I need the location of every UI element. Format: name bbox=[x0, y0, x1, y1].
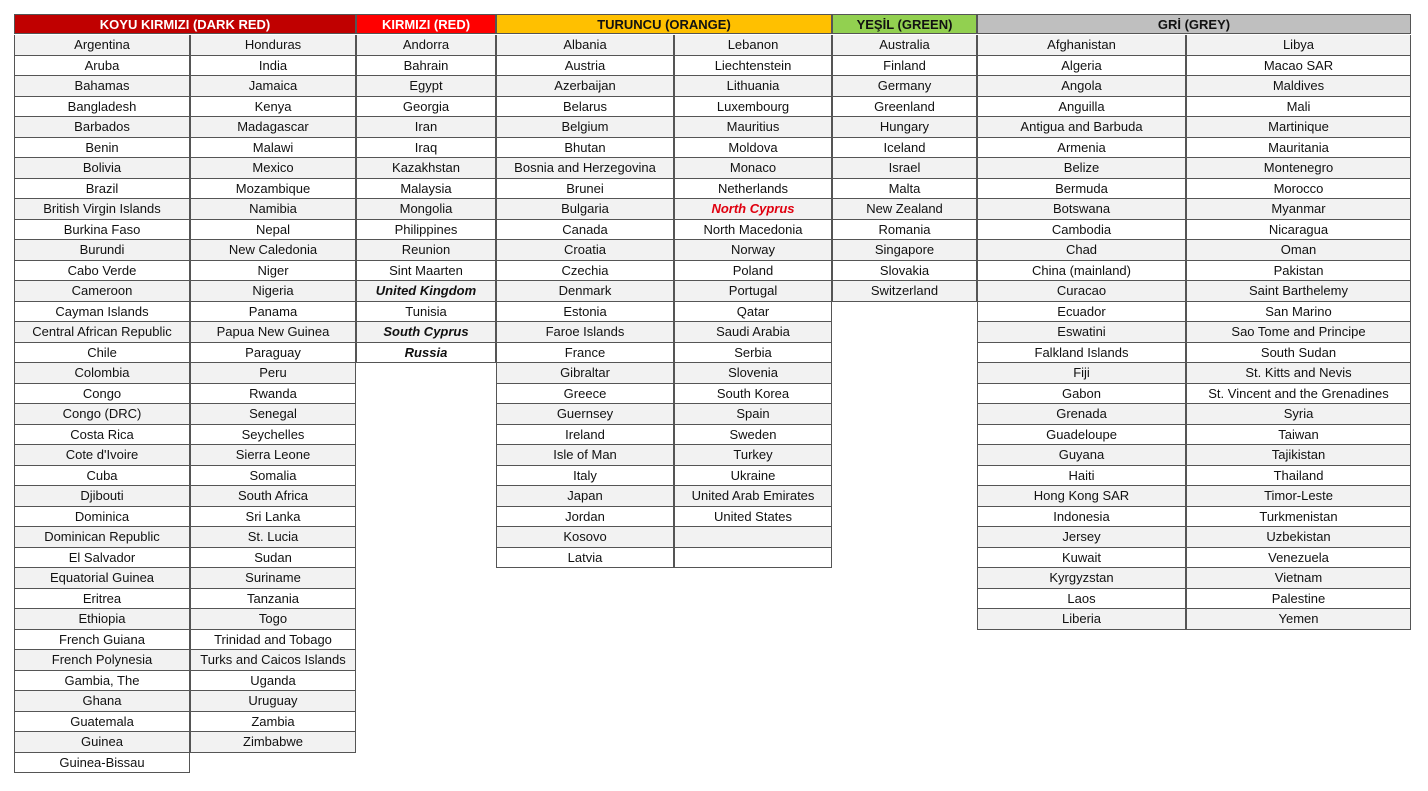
dark-red-column-2 bbox=[190, 35, 356, 753]
country-cell: Nepal bbox=[190, 220, 356, 241]
country-cell: Malta bbox=[832, 179, 977, 200]
country-cell: Thailand bbox=[1186, 466, 1411, 487]
country-cell: Eritrea bbox=[14, 589, 190, 610]
country-cell: Ghana bbox=[14, 691, 190, 712]
country-cell: Italy bbox=[496, 466, 674, 487]
country-cell: Malaysia bbox=[356, 179, 496, 200]
country-cell: Japan bbox=[496, 486, 674, 507]
country-cell: Australia bbox=[832, 35, 977, 56]
country-cell: United Kingdom bbox=[356, 281, 496, 302]
country-cell: Sudan bbox=[190, 548, 356, 569]
country-cell: Maldives bbox=[1186, 76, 1411, 97]
country-cell: St. Kitts and Nevis bbox=[1186, 363, 1411, 384]
country-cell: Tanzania bbox=[190, 589, 356, 610]
green-column bbox=[832, 35, 977, 302]
country-cell: India bbox=[190, 56, 356, 77]
country-cell: Burundi bbox=[14, 240, 190, 261]
country-cell: Romania bbox=[832, 220, 977, 241]
country-cell: Iran bbox=[356, 117, 496, 138]
country-cell: Iraq bbox=[356, 138, 496, 159]
country-cell: Bermuda bbox=[977, 179, 1186, 200]
country-cell: Belize bbox=[977, 158, 1186, 179]
header-green: YEŞİL (GREEN) bbox=[832, 14, 977, 34]
country-cell: Philippines bbox=[356, 220, 496, 241]
country-cell: Seychelles bbox=[190, 425, 356, 446]
country-cell: United Arab Emirates bbox=[674, 486, 832, 507]
orange-column-2 bbox=[674, 35, 832, 568]
country-cell: South Cyprus bbox=[356, 322, 496, 343]
country-cell: Luxembourg bbox=[674, 97, 832, 118]
country-cell: Greece bbox=[496, 384, 674, 405]
country-cell: Switzerland bbox=[832, 281, 977, 302]
country-cell: China (mainland) bbox=[977, 261, 1186, 282]
country-cell: Turkmenistan bbox=[1186, 507, 1411, 528]
country-cell: Central African Republic bbox=[14, 322, 190, 343]
country-cell: El Salvador bbox=[14, 548, 190, 569]
country-cell: Morocco bbox=[1186, 179, 1411, 200]
country-cell: Tajikistan bbox=[1186, 445, 1411, 466]
country-cell: Monaco bbox=[674, 158, 832, 179]
country-cell: Sao Tome and Principe bbox=[1186, 322, 1411, 343]
country-cell: Jordan bbox=[496, 507, 674, 528]
country-cell: Germany bbox=[832, 76, 977, 97]
country-cell: St. Lucia bbox=[190, 527, 356, 548]
country-cell: Dominica bbox=[14, 507, 190, 528]
country-cell: Sri Lanka bbox=[190, 507, 356, 528]
country-cell: Tunisia bbox=[356, 302, 496, 323]
country-cell: Cabo Verde bbox=[14, 261, 190, 282]
country-cell: Cote d'Ivoire bbox=[14, 445, 190, 466]
country-cell: Togo bbox=[190, 609, 356, 630]
country-cell: Georgia bbox=[356, 97, 496, 118]
country-cell: North Cyprus bbox=[674, 199, 832, 220]
country-cell: Dominican Republic bbox=[14, 527, 190, 548]
country-cell: Andorra bbox=[356, 35, 496, 56]
country-cell: Turkey bbox=[674, 445, 832, 466]
country-cell: Gibraltar bbox=[496, 363, 674, 384]
country-cell: Guinea-Bissau bbox=[14, 753, 190, 774]
country-cell: Bolivia bbox=[14, 158, 190, 179]
country-cell: Zimbabwe bbox=[190, 732, 356, 753]
dark-red-column-1 bbox=[14, 35, 190, 773]
country-cell: Fiji bbox=[977, 363, 1186, 384]
country-cell: Mongolia bbox=[356, 199, 496, 220]
country-cell: San Marino bbox=[1186, 302, 1411, 323]
country-cell: Kuwait bbox=[977, 548, 1186, 569]
country-cell: Latvia bbox=[496, 548, 674, 569]
country-cell: Czechia bbox=[496, 261, 674, 282]
country-cell: Portugal bbox=[674, 281, 832, 302]
country-cell: Faroe Islands bbox=[496, 322, 674, 343]
country-cell: Liechtenstein bbox=[674, 56, 832, 77]
country-cell: Nigeria bbox=[190, 281, 356, 302]
country-cell: Ecuador bbox=[977, 302, 1186, 323]
country-cell: Rwanda bbox=[190, 384, 356, 405]
country-cell: Ireland bbox=[496, 425, 674, 446]
country-cell: Saudi Arabia bbox=[674, 322, 832, 343]
country-cell: Guernsey bbox=[496, 404, 674, 425]
country-cell: Uruguay bbox=[190, 691, 356, 712]
country-cell: Isle of Man bbox=[496, 445, 674, 466]
country-cell: Sweden bbox=[674, 425, 832, 446]
country-cell: Indonesia bbox=[977, 507, 1186, 528]
country-cell: Brazil bbox=[14, 179, 190, 200]
country-cell: Eswatini bbox=[977, 322, 1186, 343]
country-cell: Croatia bbox=[496, 240, 674, 261]
country-cell: Uzbekistan bbox=[1186, 527, 1411, 548]
country-cell: Kenya bbox=[190, 97, 356, 118]
country-cell: Saint Barthelemy bbox=[1186, 281, 1411, 302]
country-cell: Brunei bbox=[496, 179, 674, 200]
country-cell: Paraguay bbox=[190, 343, 356, 364]
country-cell: Slovakia bbox=[832, 261, 977, 282]
country-cell: Azerbaijan bbox=[496, 76, 674, 97]
country-cell: Bosnia and Herzegovina bbox=[496, 158, 674, 179]
grey-column-2 bbox=[1186, 35, 1411, 630]
country-cell: Greenland bbox=[832, 97, 977, 118]
country-cell: Montenegro bbox=[1186, 158, 1411, 179]
country-cell: Israel bbox=[832, 158, 977, 179]
country-cell: Mauritania bbox=[1186, 138, 1411, 159]
country-cell: Senegal bbox=[190, 404, 356, 425]
country-cell: North Macedonia bbox=[674, 220, 832, 241]
country-cell: Chile bbox=[14, 343, 190, 364]
country-cell: Hungary bbox=[832, 117, 977, 138]
country-cell: Bangladesh bbox=[14, 97, 190, 118]
country-cell: Benin bbox=[14, 138, 190, 159]
country-cell: Netherlands bbox=[674, 179, 832, 200]
country-cell: Turks and Caicos Islands bbox=[190, 650, 356, 671]
country-cell: Somalia bbox=[190, 466, 356, 487]
country-cell: Sint Maarten bbox=[356, 261, 496, 282]
country-cell: Angola bbox=[977, 76, 1186, 97]
country-cell: Zambia bbox=[190, 712, 356, 733]
country-cell: Anguilla bbox=[977, 97, 1186, 118]
country-cell: Syria bbox=[1186, 404, 1411, 425]
country-cell: Sierra Leone bbox=[190, 445, 356, 466]
country-cell: Madagascar bbox=[190, 117, 356, 138]
country-cell: Spain bbox=[674, 404, 832, 425]
country-cell: Russia bbox=[356, 343, 496, 364]
country-cell: Austria bbox=[496, 56, 674, 77]
country-cell: Kosovo bbox=[496, 527, 674, 548]
country-cell: France bbox=[496, 343, 674, 364]
country-cell: Honduras bbox=[190, 35, 356, 56]
country-cell: Congo bbox=[14, 384, 190, 405]
country-cell: French Guiana bbox=[14, 630, 190, 651]
country-cell: Jersey bbox=[977, 527, 1186, 548]
country-cell: Yemen bbox=[1186, 609, 1411, 630]
country-cell: Albania bbox=[496, 35, 674, 56]
country-cell: Timor-Leste bbox=[1186, 486, 1411, 507]
country-cell: Mali bbox=[1186, 97, 1411, 118]
country-cell: Estonia bbox=[496, 302, 674, 323]
country-cell: Cameroon bbox=[14, 281, 190, 302]
country-cell: Palestine bbox=[1186, 589, 1411, 610]
country-cell: Falkland Islands bbox=[977, 343, 1186, 364]
country-cell: Botswana bbox=[977, 199, 1186, 220]
country-cell: Martinique bbox=[1186, 117, 1411, 138]
country-cell: Haiti bbox=[977, 466, 1186, 487]
country-cell: Ukraine bbox=[674, 466, 832, 487]
country-cell: British Virgin Islands bbox=[14, 199, 190, 220]
country-cell: Canada bbox=[496, 220, 674, 241]
country-cell: South Africa bbox=[190, 486, 356, 507]
country-cell: Guadeloupe bbox=[977, 425, 1186, 446]
country-cell: Lebanon bbox=[674, 35, 832, 56]
country-cell: Taiwan bbox=[1186, 425, 1411, 446]
country-cell: Curacao bbox=[977, 281, 1186, 302]
country-cell: Niger bbox=[190, 261, 356, 282]
grey-column-1 bbox=[977, 35, 1186, 630]
country-cell: Denmark bbox=[496, 281, 674, 302]
country-cell: Oman bbox=[1186, 240, 1411, 261]
country-cell: Equatorial Guinea bbox=[14, 568, 190, 589]
country-cell: Burkina Faso bbox=[14, 220, 190, 241]
country-cell: St. Vincent and the Grenadines bbox=[1186, 384, 1411, 405]
country-cell: Kazakhstan bbox=[356, 158, 496, 179]
country-cell: Aruba bbox=[14, 56, 190, 77]
country-cell: Barbados bbox=[14, 117, 190, 138]
country-cell: Bhutan bbox=[496, 138, 674, 159]
country-cell: Hong Kong SAR bbox=[977, 486, 1186, 507]
country-cell: Libya bbox=[1186, 35, 1411, 56]
country-cell: Trinidad and Tobago bbox=[190, 630, 356, 651]
country-cell: Guinea bbox=[14, 732, 190, 753]
country-cell: Lithuania bbox=[674, 76, 832, 97]
country-cell: Liberia bbox=[977, 609, 1186, 630]
country-cell: Congo (DRC) bbox=[14, 404, 190, 425]
country-cell: Serbia bbox=[674, 343, 832, 364]
country-cell: Cambodia bbox=[977, 220, 1186, 241]
country-cell: Vietnam bbox=[1186, 568, 1411, 589]
country-cell: Pakistan bbox=[1186, 261, 1411, 282]
country-cell: Argentina bbox=[14, 35, 190, 56]
country-cell: Guatemala bbox=[14, 712, 190, 733]
country-cell: Belgium bbox=[496, 117, 674, 138]
country-cell: Bahamas bbox=[14, 76, 190, 97]
country-cell: Iceland bbox=[832, 138, 977, 159]
country-cell: French Polynesia bbox=[14, 650, 190, 671]
country-cell: Namibia bbox=[190, 199, 356, 220]
country-cell: New Caledonia bbox=[190, 240, 356, 261]
country-cell: United States bbox=[674, 507, 832, 528]
country-cell: Moldova bbox=[674, 138, 832, 159]
country-cell: New Zealand bbox=[832, 199, 977, 220]
country-cell: Macao SAR bbox=[1186, 56, 1411, 77]
country-cell: Gambia, The bbox=[14, 671, 190, 692]
country-cell: Reunion bbox=[356, 240, 496, 261]
country-cell: Poland bbox=[674, 261, 832, 282]
country-cell: Finland bbox=[832, 56, 977, 77]
country-cell: Kyrgyzstan bbox=[977, 568, 1186, 589]
country-cell: Nicaragua bbox=[1186, 220, 1411, 241]
country-cell: Mozambique bbox=[190, 179, 356, 200]
country-cell: Laos bbox=[977, 589, 1186, 610]
country-cell: Chad bbox=[977, 240, 1186, 261]
country-cell: Papua New Guinea bbox=[190, 322, 356, 343]
country-cell bbox=[674, 527, 832, 548]
country-cell: Uganda bbox=[190, 671, 356, 692]
header-grey: GRİ (GREY) bbox=[977, 14, 1411, 34]
country-cell: South Korea bbox=[674, 384, 832, 405]
country-cell: Malawi bbox=[190, 138, 356, 159]
country-cell: Cayman Islands bbox=[14, 302, 190, 323]
country-cell: Ethiopia bbox=[14, 609, 190, 630]
header-red: KIRMIZI (RED) bbox=[356, 14, 496, 34]
country-cell: Jamaica bbox=[190, 76, 356, 97]
country-cell: Bahrain bbox=[356, 56, 496, 77]
country-cell: Cuba bbox=[14, 466, 190, 487]
country-cell: Djibouti bbox=[14, 486, 190, 507]
country-cell: Colombia bbox=[14, 363, 190, 384]
country-cell: Costa Rica bbox=[14, 425, 190, 446]
country-cell: Peru bbox=[190, 363, 356, 384]
country-cell: Armenia bbox=[977, 138, 1186, 159]
country-cell: Gabon bbox=[977, 384, 1186, 405]
country-cell: Grenada bbox=[977, 404, 1186, 425]
country-cell: Antigua and Barbuda bbox=[977, 117, 1186, 138]
country-cell: Afghanistan bbox=[977, 35, 1186, 56]
country-cell: Bulgaria bbox=[496, 199, 674, 220]
country-cell: Suriname bbox=[190, 568, 356, 589]
country-cell: Mexico bbox=[190, 158, 356, 179]
country-cell: Venezuela bbox=[1186, 548, 1411, 569]
country-cell: Guyana bbox=[977, 445, 1186, 466]
country-cell: Slovenia bbox=[674, 363, 832, 384]
country-cell: Algeria bbox=[977, 56, 1186, 77]
country-cell: Norway bbox=[674, 240, 832, 261]
country-cell: Egypt bbox=[356, 76, 496, 97]
country-cell: Myanmar bbox=[1186, 199, 1411, 220]
country-cell: Belarus bbox=[496, 97, 674, 118]
country-cell: Mauritius bbox=[674, 117, 832, 138]
red-column bbox=[356, 35, 496, 363]
country-cell: South Sudan bbox=[1186, 343, 1411, 364]
country-cell: Panama bbox=[190, 302, 356, 323]
header-dark-red: KOYU KIRMIZI (DARK RED) bbox=[14, 14, 356, 34]
country-cell: Singapore bbox=[832, 240, 977, 261]
country-cell bbox=[674, 548, 832, 569]
header-orange: TURUNCU (ORANGE) bbox=[496, 14, 832, 34]
orange-column-1 bbox=[496, 35, 674, 568]
country-cell: Qatar bbox=[674, 302, 832, 323]
